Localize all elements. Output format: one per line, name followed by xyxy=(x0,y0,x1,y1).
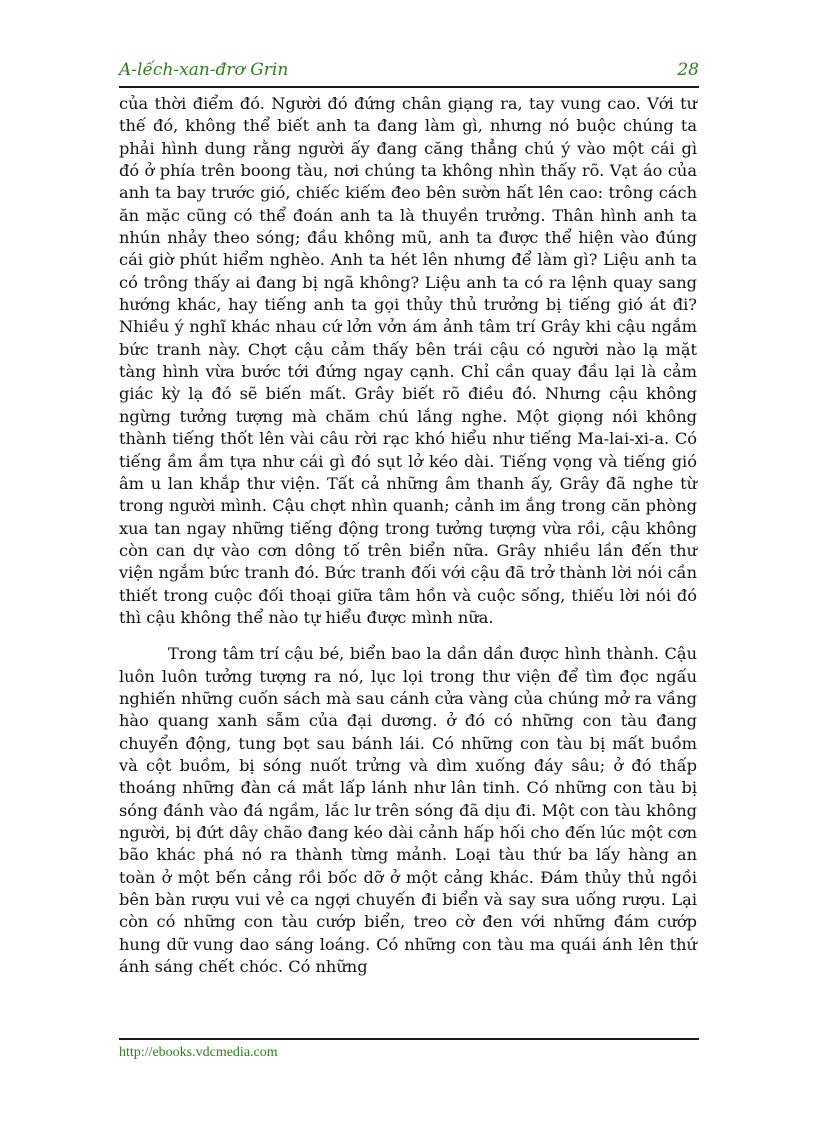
page-number: 28 xyxy=(677,60,699,80)
paragraph: của thời điểm đó. Người đó đứng chân giạng ra, tay vung cao. Với tư thế đó, không thể biết anh ta đang làm gì, nhưng nó buộc chúng ta phải hình dung rằng người ấy đang căng thẳng chú ý vào một cái gì đó ở phía trên boong tàu, nơi chúng ta không nhìn thấy rõ. Vạt áo của anh ta bay trước gió, chiếc kiếm đeo bên sườn hất lên cao: trông cách ăn mặc cũng có thể đoán anh ta là thuyền trưởng. Thân hình anh ta nhún nhảy theo sóng; đầu không mũ, anh ta được thể hiện vào đúng cái giờ phút hiểm nghèo. Anh ta hét lên nhưng để làm gì? Liệu anh ta có trông thấy ai đang bị ngã không? Liệu anh ta có ra lệnh quay sang hướng khác, hay tiếng anh ta gọi thủy thủ trưởng bị tiếng gió át đi? Nhiều ý nghĩ khác nhau cứ lởn vởn ám ảnh tâm trí Grây khi cậu ngắm bức tranh này. Chợt cậu cảm thấy bên trái cậu có người nào lạ mặt tàng hình vừa bước tới đứng ngay cạnh. Chỉ cần quay đầu lại là cảm giác kỳ lạ đó sẽ biến mất. Grây biết rõ điều đó. Nhưng cậu không ngừng tưởng tượng mà chăm chú lắng nghe. Một giọng nói không thành tiếng thốt lên vài câu rời rạc khó hiểu như tiếng Ma-lai-xi-a. Có tiếng ầm ầm tựa như cái gì đó sụt lở kéo dài. Tiếng vọng và tiếng gió âm u lan khắp thư viện. Tất cả những âm thanh ấy, Grây đã nghe từ trong người mình. Cậu chợt nhìn quanh; cảnh im ắng trong căn phòng xua tan ngay những tiếng động trong tưởng tượng vừa rồi, cậu không còn can dự vào cơn dông tố trên biển nữa. Grây nhiều lần đến thư viện ngắm bức tranh đó. Bức tranh đối với cậu đã trở thành lời nói cần thiết trong cuộc đối thoại giữa tâm hồn và cuộc sống, thiếu lời nói đó thì cậu không thể nào tự hiểu được mình nữa. xyxy=(119,94,697,627)
footer-url[interactable]: http://ebooks.vdcmedia.com xyxy=(119,1045,278,1060)
paragraph: Trong tâm trí cậu bé, biển bao la dần dần được hình thành. Cậu luôn luôn tưởng tượng ra nó, lục lọi trong thư viện để tìm đọc ngấu nghiến những cuốn sách mà sau cánh cửa vàng của chúng mở ra vầng hào quang xanh sẫm của đại dương. ở đó có những con tàu đang chuyển động, tung bọt sau bánh lái. Có những con tàu bị mất buồm và cột buồm, bị sóng nuốt trửng và dìm xuống đáy sâu; ở đó thấp thoáng những đàn cá mắt lấp lánh như lân tinh. Có những con tàu bị sóng đánh vào đá ngầm, lắc lư trên sóng đã dịu đi. Một con tàu không người, bị đứt dây chão đang kéo dài cảnh hấp hối cho đến lúc một cơn bão khác phá nó ra thành từng mảnh. Loại tàu thứ ba lấy hàng an toàn ở một bến cảng rồi bốc dỡ ở một cảng khác. Đám thủy thủ ngồi bên bàn rượu vui vẻ ca ngợi chuyến đi biển và say sưa uống rượu. Lại còn có những con tàu cướp biển, treo cờ đen với những đám cướp hung dữ vung dao sáng loáng. Có những con tàu ma quái ánh lên thứ ánh sáng chết chóc. Có những xyxy=(119,644,697,977)
body-text xyxy=(119,93,697,978)
footer-divider xyxy=(119,1038,699,1040)
page-header xyxy=(119,60,699,84)
header-divider xyxy=(119,86,699,88)
running-title: A-lếch-xan-đrơ Grin xyxy=(119,60,289,80)
